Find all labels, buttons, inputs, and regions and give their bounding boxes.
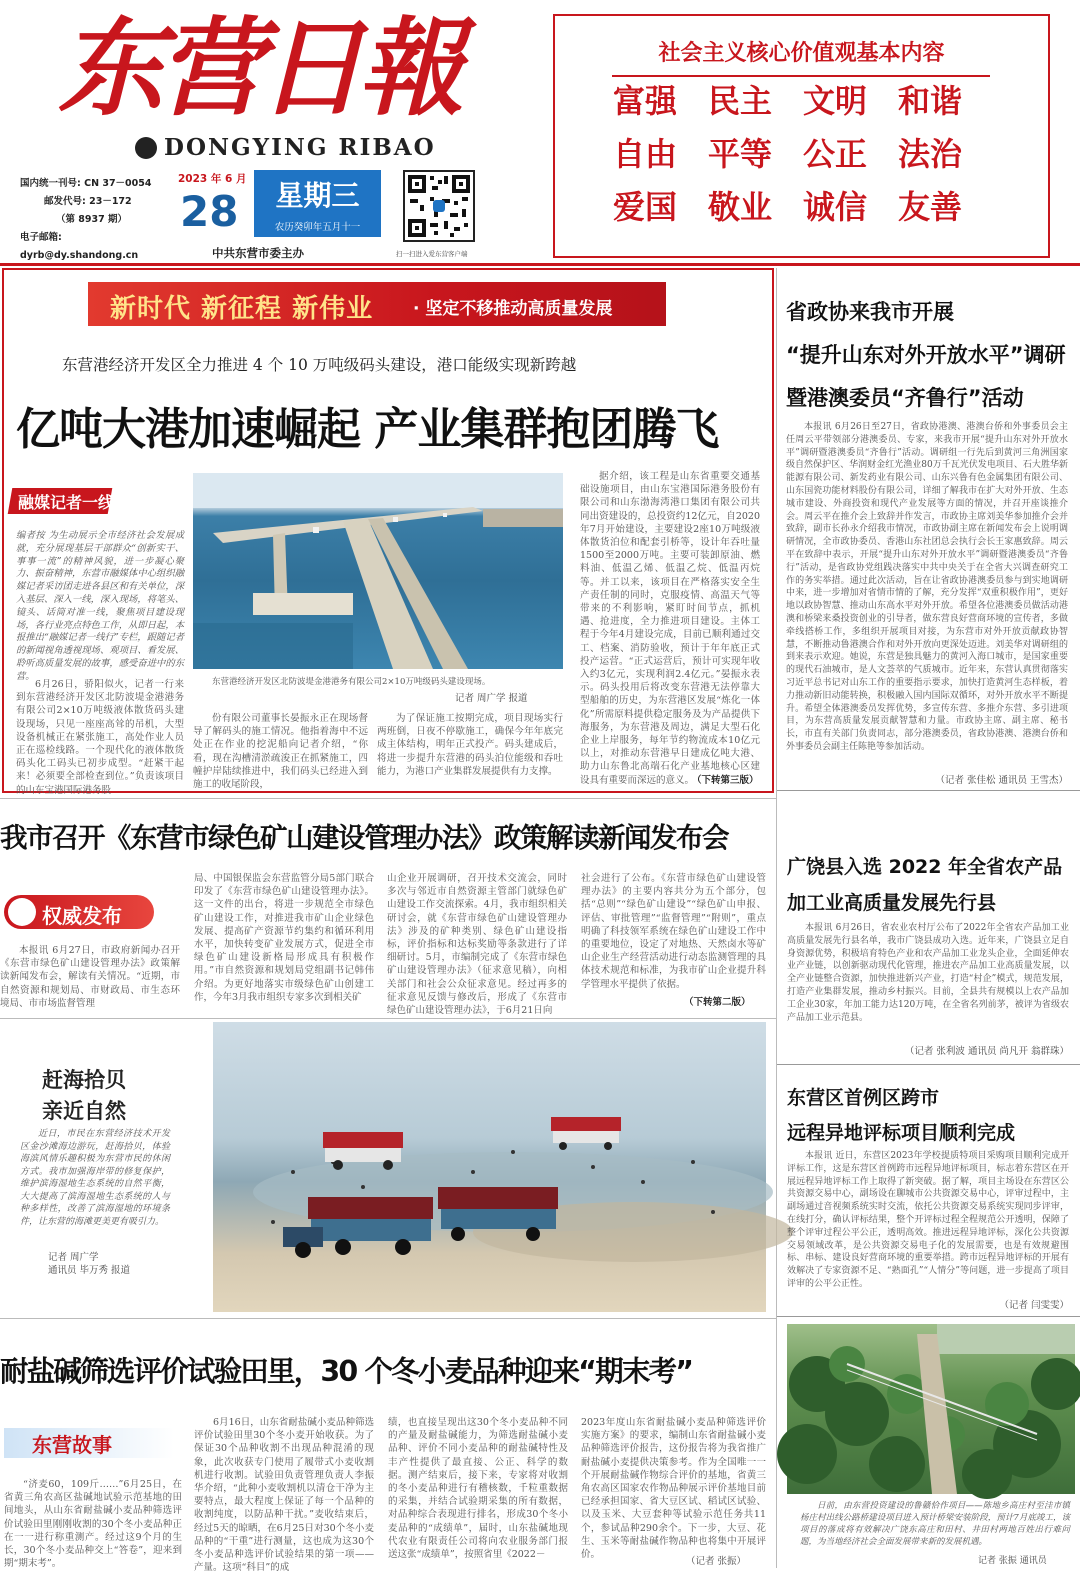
ganhai-byline-2: 通讯员 毕万秀 报道	[48, 1265, 131, 1276]
weekday: 星期三	[275, 179, 360, 212]
authority-tag: 权威发布	[42, 904, 122, 928]
forest-byline: 记者 张振 通讯员	[978, 1556, 1047, 1566]
ganhai-title-2: 亲近自然	[42, 1098, 126, 1123]
post-code: 邮发代号: 23－172	[44, 196, 132, 207]
core-value-word: 爱国	[613, 188, 678, 226]
harbour-photo-caption: 东营港经济开发区北防波堤金港港务有限公司2×10万吨级码头建设现场。	[212, 677, 491, 687]
qr-code-icon[interactable]	[403, 170, 475, 242]
mine-col3: 山企业开展调研，召开技术交流会，同时多次与邻近市自然资源主管部门就绿色矿山建设工作交流探索。4月，我市组织相关研讨会，就《东营市绿色矿山建设管理办法》涉及的矿种类别、绿色矿山建设指标，评价指标和达标奖励等条款进行了详细研讨。5月，市编制完成了《东营市绿色矿山建设管理办法》（征求意见稿），向相关部门和社会公众征求意见。经过再多的征求意见反馈与修改后，形成了《东营市绿色矿山建设管理办法》，于6月21日向	[387, 873, 567, 1017]
core-value-word: 富强	[613, 82, 678, 120]
wheat-col3: 绩，也直接呈现出这30个冬小麦品种不同的产量及耐盐碱能力，为筛选耐盐碱小麦品种、评价不同小麦品种的耐盐碱特性及丰产性提供了最直接、公正、科学的数据。测产结束后，接下来，专家将对收割的冬小麦品种进行有稽核数，千粒重数据的采集，并结合试验期采集的所有数据，对品种综合表现进行排名，形成30个冬小麦品种的“成绩单”，届时，山东盐碱地现代农业有限责任公司将向农业服务部门报送这张“成绩单”，按照省里《2022－	[388, 1417, 568, 1561]
guangrao-headline-2: 加工业高质量发展先行县	[787, 892, 997, 914]
lead-body-col3: 为了保证施工按期完成，项目现场实行两班倒，日夜不停歇施工，确保今年年底完成主体结构，明年正式投产。码头建成后，将进一步提升东营港的码头泊位能级和吞吐能力，为港口产业集群发展提供有力支撑。	[377, 713, 563, 777]
guangrao-byline: （记者 张利波 通讯员 尚凡开 翁群珠）	[904, 1046, 1069, 1057]
ganhai-byline-1: 记者 周广学	[48, 1252, 99, 1263]
masthead-title: 东营日報	[58, 5, 458, 130]
cppcc-headline-1: 省政协来我市开展	[786, 300, 954, 324]
lead-banner-text: 新时代 新征程 新伟业	[110, 294, 374, 324]
wheat-headline: 耐盐碱筛选评价试验田里，30 个冬小麦品种迎来“期末考”	[0, 1355, 693, 1388]
rule	[777, 1316, 1080, 1317]
mine-col4: 社会进行了公布。《东营市绿色矿山建设管理办法》的主要内容共分为五个部分，包括“总则”“绿色矿山建设”“绿色矿山申报、评估、审批管理”“监督管理”“附则”，重点明确了科技领军系统在绿色矿山建设工作中的重要地位，设定了对地热、天然卤水等矿山企业生产经营活动进行动态监测管理的具体技术规范和标准，为我市矿山企业提升科学管理水平提供了依据。	[581, 873, 766, 990]
guangrao-headline-1: 广饶县入选 2022 年全省农产品	[787, 856, 1063, 878]
rule	[776, 268, 777, 1568]
mine-col1: 本报讯 6月27日，市政府新闻办召开《东营市绿色矿山建设管理办法》政策解读新闻发布会，解读有关情况。“近期，市自然资源和规划局、市财政局、市生态环境局、市市场监督管理	[0, 945, 180, 1009]
wheat-col1: “济麦60，109斤……”6月25日，在省黄三角农高区盐碱地试验示范基地的田间地头，从山东省耐盐碱小麦品种筛选评价试验田里刚刚收割的30个冬小麦品种正在一一进行称重测产。经过这9个月的生长，30个冬小麦品种交上“答卷”，迎来到期“期末考”。	[4, 1479, 182, 1570]
lead-continued: （下转第三版）	[692, 775, 759, 786]
cppcc-headline-2: “提升山东对外开放水平”调研	[786, 343, 1066, 367]
rule	[777, 790, 1080, 791]
forest-caption: 日前，由东营投资建设的鲁赣恰作项目——陈地乡高庄村至洼市镇杨庄村出线公路桥建设项目进入预计桥梁安装阶段，预计7月底竣工，该项目的落成将有效解决广饶东高庄和田村、井田村两地百姓出行难问题，为当地经济社会全面发展带来新的发展机遇。	[800, 1501, 1070, 1547]
core-value-word: 自由	[613, 135, 678, 173]
mine-continued: （下转第二版）	[684, 997, 751, 1008]
mine-col2: 局、中国银保监会东营监管分局5部门联合印发了《东营市绿色矿山建设管理办法》。这一文件的出台，将进一步规范全市绿色矿山建设工作，对推进我市矿山企业绿色发展、提高矿产资源节约集约和循环利用水平，加快转变矿业发展方式，促进全市绿色矿山建设新格局形成具有积极作用。”市自然资源和规划局党组副书记韩伟介绍。为更好地落实市级绿色矿山创建工作，今年3月我市组织专家多次到相关矿	[194, 873, 374, 1003]
core-value-word: 法治	[898, 135, 963, 173]
issue-number: （第 8937 期）	[56, 214, 128, 225]
core-value-word: 友善	[898, 188, 963, 226]
cppcc-byline: （记者 张佳松 通讯员 王雪杰）	[935, 775, 1068, 786]
editor-note: 编者按 为生动展示全市经济社会发展成就，充分展现基层干部群众“创新实干、事事一流”的精神风貌，进一步凝心聚力、振奋精神，东营市融媒体中心组织融媒记者采访团走进各县区和有关单位，深入基层、深入一线，深入现场，将笔头、镜头、话筒对准一线，聚焦项目建设现场，各行业亮点特色工作，从即日起，本报推出“融媒记者一线行”专栏，跟随记者的新闻视角透视现场、观项目、看发展、聆听高质量发展的故事，感受奋进中的东营。	[16, 530, 184, 682]
harbour-photo-credit: 记者 周广学 报道	[455, 693, 528, 704]
authority-badge-icon	[8, 898, 36, 926]
core-value-word: 文明	[803, 82, 868, 120]
masthead-logo-icon	[135, 137, 157, 159]
rule	[777, 1064, 1080, 1065]
beach-photo	[213, 1022, 766, 1312]
kuashi-headline-2: 远程异地评标项目顺利完成	[787, 1122, 1016, 1144]
masthead-divider	[0, 263, 1080, 266]
core-value-word: 公正	[803, 135, 868, 173]
kuashi-body: 本报讯 近日，东营区2023年学校提质特项目采购项目顺利完成开评标工作，这是东营区首例跨市远程异地评标项目，标志着东营区在开展远程异地评标工作上取得了新突破。据了解，项目主场设在东营区公共资源交易中心，副场设在聊城市公共资源交易中心，评审过程中，主副场通过音视频系统实时交流，依托公共资源交易系统实现同步评审，在线打分，确认评标结果，整个开评标过程全程规范公开透明，保障了整个评审过程公平公正，透明高效。推进远程异地评标，深化公共资源交易领域改革，是公共资源交易电子化的发展需要，也是有效规避围标、串标、建设良好营商环境的重要举措。跨市远程异地评标的开展有效解决了专家资源不足、“熟面孔”“人情分”等问题，进一步提高了项目评审的公平公正性。	[787, 1151, 1069, 1289]
masthead-meta	[20, 175, 170, 265]
harbour-photo	[193, 473, 563, 669]
publisher: 中共东营市委主办	[212, 246, 304, 260]
mine-headline: 我市召开《东营市绿色矿山建设管理办法》政策解读新闻发布会	[0, 822, 728, 854]
story-tag: 东营故事	[32, 1433, 112, 1457]
date-ym: 2023 年 6 月	[178, 173, 247, 185]
kuashi-headline-1: 东营区首例区跨市	[787, 1087, 940, 1109]
core-value-word: 和谐	[898, 82, 963, 120]
wheat-col4: 2023年度山东省耐盐碱小麦品种筛选评价实施方案》的要求，编制山东省耐盐碱小麦品种筛选评价报告，这份报告将为我省推广耐盐碱小麦提供决策参考。作为全国唯一一个开展耐盐碱作物综合评价的基地，省黄三角农高区国家农作物品种展示评价基地目前已经承担国家、省大豆区试、稻试区试验、以及玉米、大豆套种等试验示范任务共11个，参试品种290余个。下一步，大豆、花生、玉米等耐盐碱作物品种也将集中开展评价。	[581, 1417, 766, 1561]
rule	[0, 1018, 776, 1019]
guangrao-body: 本报讯 6月26日，省农业农村厅公布了2022年全省农产品加工业高质量发展先行县名单，我市广饶县成功入选。近年来，广饶县立足自身资源优势，积极培育特色产业和农产品加工业龙头企业，全面延伸农业产业链，以创新驱动现代化管理，推进农产品加工业高质量发展，以全产业链整合资源，加快推进新兴产业，打造“村企”模式，规范发展，打造产业集群发展，推动乡村振兴。目前，全县共有规模以上农产品加工企业30家，年加工能力达120万吨，在全省名列前茅，被评为省级农产品加工业示范县。	[787, 923, 1069, 1023]
column-tag-badge	[10, 486, 170, 518]
lunar-date: 农历癸卯年五月十一	[274, 222, 361, 233]
core-values-rule	[612, 75, 990, 77]
email: 电子邮箱: dyrb@dy.shandong.cn	[20, 232, 139, 261]
masthead-pinyin: DONGYING RIBAO	[164, 134, 436, 161]
cppcc-headline-3: 暨港澳委员“齐鲁行”活动	[786, 386, 1024, 410]
forest-photo	[787, 1324, 1075, 1494]
lead-body-col2: 份有限公司董事长晏振永正在现场督导了解码头的施工情况。他指着海中不远处正在作业的挖泥船向记者介绍，“你看，现在沟槽清淤疏浚正在抓紧施工，四幢护岸陆续推进中，我们码头已经进入到施工的收尾阶段，	[193, 713, 368, 791]
core-value-word: 诚信	[803, 188, 868, 226]
core-value-word: 敬业	[708, 188, 773, 226]
lead-body-col1: 6月26日，骄阳似火，记者一行来到东营港经济开发区北防波堤金港港务有限公司2×10万吨级液体散货码头建设现场，只见一座座高耸的吊机，大型设备机械正在紧张施工，高处作业人员正在巡检线路。一个现代化的液体散货码头化工码头已初步成型。“赶紧干起来！必须要全部检查到位。”负责该项目的山东宝港国际港务股	[16, 679, 184, 796]
wheat-byline: （记者 张振）	[686, 1556, 747, 1567]
column-tag: 融媒记者一线行	[18, 493, 131, 512]
lead-banner-sub: · 坚定不移推动高质量发展	[413, 299, 613, 319]
core-value-word: 平等	[708, 135, 773, 173]
date-day: 28	[180, 187, 239, 236]
core-value-word: 民主	[708, 82, 773, 120]
core-values-title: 社会主义核心价值观基本内容	[658, 41, 945, 66]
lead-body-right: 据介绍，该工程是山东省重要交通基础设施项目，由山东宝港国际港务股份有限公司和山东渤海湾港口集团有限公司共同出资建设的，总投资约12亿元，自2020年7月开始建设，主要建设2座10万吨级液体散货泊位和配套引桥等，设计年吞吐量1500至2000万吨。主要可装卸原油、燃料油、低温乙烯、低温乙烷、低温丙烷等。并工以来，该项目在严格落实安全生产责任制的同时，克服疫情、高温天气等带来的不利影响，紧盯时间节点，抓机遇、抢进度，全力推进项目建设。主体工程于今年4月建设完成，目前已顺利通过交工、档案、消防验收，预计于年年底正式投产运营。“正式运营后，预计可实现年收入约3亿元，实现利润2.4亿元。”晏振永表示。码头投用后将改变东营港无法停靠大型船舶的历史，为东营港区发展“炼化一体化”所需原料提供稳定服务及为产品提供下海服务，为东营港及周边，满足大型石化企业上岸服务，每年节约物流成本10亿元以上，对推动东营港早日建成亿吨大港、助力山东鲁北高端石化产业基地核心区建设具有重要而深远的意义。	[580, 471, 760, 786]
rule	[0, 798, 776, 799]
cppcc-body: 本报讯 6月26日至27日，省政协港澳、港澳台侨和外事委员会主任周云平带领部分港澳委员、专家，来我市开展“提升山东对外开放水平”调研暨港澳委员“齐鲁行”活动。调研组一行先后到黄河三角洲国家级自然保护区、华润财金红光渔业80万千瓦光伏发电项目、石大胜华新能源有限公司、新发药业有限公司、山东兴鲁有色金属集团有限公司、山东国瓷功能材料股份有限公司，详细了解我市在扩大对外开放、生态城市建设、外商投资和现代产业发展等方面的情况，并召开座谈推介会。周云平在推介会上致辞并作发言，市政协主席刘美华参加推介会并致辞，副市长孙永介绍我市情况，市政协副主席在新闻发布会上说明调研情况，全市政协委员、香港山东社团总会执行会长王家惠致辞。周云平在致辞中表示，开展“提升山东对外开放水平”调研暨港澳委员“齐鲁行”活动，是省政协党组践决落实中共中央关于在全省大兴调查研究工作的务实举措。通过此次活动，旨在让省政协港澳委员参与到实地调研中来，进一步增加对省情市情的了解，充分发挥“双重积极作用”，更好地以政协智慧、推动山东高水平对外开放。希望各位港澳委员做活动港澳和桥梁来桑投资创业的引导者，做东营良好营商环境的宣传者，多做牵线搭桥工作，多组织开展项目对接，为东营市对外开放贡献政协智慧，不断推动鲁港澳合作和对外开放向更深处迈进。刘美华对调研组的到来表示欢迎。她说，东营是独具魅力的黄河入海口城市，是国家重要的现代石油城市，是人文荟萃的气质城市。近年来，东营认真贯彻落实习近平总书记对山东工作的重要指示要求，加快打造黄河生态样板，着力推动新旧动能转换，积极融入国内国际双循环，对外开放水平不断提升。希望全体港澳委员发挥优势，多宣传东营、多推介东营、多引进项目，为东营高质量发展贡献智慧和力量。市政协主席、副主席、秘书长，市直有关部门负责同志，部分港澳委员，省政协港澳、港澳台侨和外事委员会副主任陈艳等参加活动。	[786, 422, 1068, 752]
qr-caption: 扫一扫进入爱东营客户端	[396, 250, 468, 258]
lead-headline: 亿吨大港加速崛起 产业集群抱团腾飞	[16, 404, 719, 455]
rule	[0, 1318, 776, 1319]
core-values-grid	[613, 83, 993, 225]
cn-number: 国内统一刊号: CN 37－0054	[20, 178, 152, 189]
kuashi-byline: （记者 闫雯雯）	[999, 1300, 1069, 1311]
wheat-col2: 6月16日，山东省耐盐碱小麦品种筛选评价试验田里30个冬小麦开始收获。为了保证30个品种收割不出现品种混淆的现象，此次收获专门使用了履带式小麦收割机进行收割。试验田负责管理负责人李振华介绍，“此种小麦收割机以清仓干净为主要特点，最大程度上保证了每一个品种的收割纯度，以防品种干扰。”麦收结束后，经过5天的晾晒，在6月25日对30个冬小麦品种的“干重”进行测量，这也成为这30个冬小麦品种选评价试验结果的第一项——产量。这项“科目”的成	[194, 1417, 374, 1574]
lead-kicker: 东营港经济开发区全力推进 4 个 10 万吨级码头建设，港口能级实现新跨越	[62, 356, 577, 374]
ganhai-title-1: 赶海拾贝	[42, 1067, 126, 1092]
ganhai-body: 近日，市民在东营经济技术开发区金沙滩海边游玩，赶海拾贝，体验海滨风情乐趣积极为东营市民的休闲方式。我市加强海岸带的修复保护，维护滨海湿地生态系统的自然平衡，大大提高了滨海湿地生态系统的人与种多样性，改善了滨海湿地的环境条件，让东营的海滩更美更有吸引力。	[20, 1129, 170, 1227]
